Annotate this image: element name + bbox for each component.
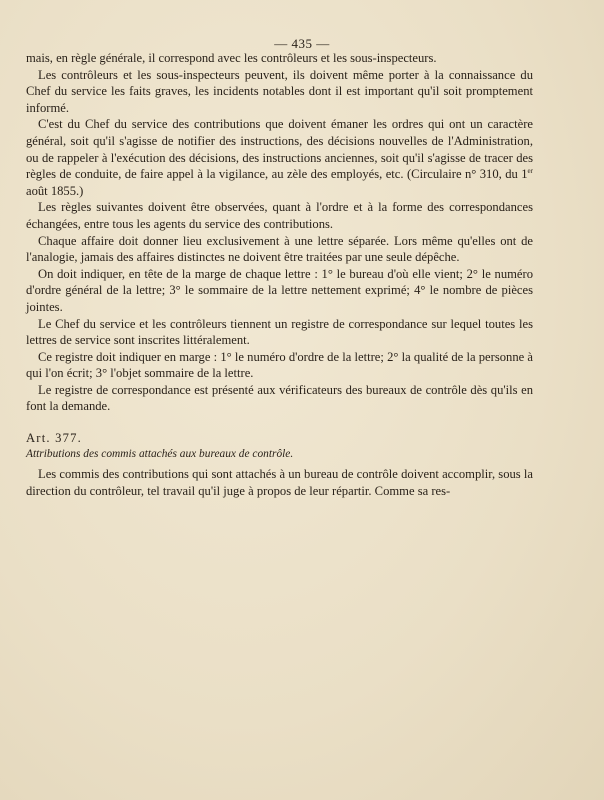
page-number: — 435 — [274, 36, 330, 51]
paragraph: Le registre de correspondance est présenté aux vérificateurs des bureaux de contrôle dès qu'ils en font la demande. [26, 382, 533, 414]
paragraph: On doit indiquer, en tête de la marge de chaque lettre : 1° le bureau d'où elle vient; 2° le numéro d'ordre général de la lettre; 3° le sommaire de la lettre nettement exprimé; 4° le nombre de pièces jointes. [26, 266, 533, 314]
paragraph: Les règles suivantes doivent être observées, quant à l'ordre et à la forme des correspondances échangées, entre tous les agents du service des contributions. [26, 200, 533, 231]
article-paragraph: Les commis des contributions qui sont attachés à un bureau de contrôle doivent accomplir, sous la direction du contrôleur, tel travail qu'il juge à propos de leur répartir. Comme sa res- [26, 467, 533, 498]
paragraph-continuation: mais, en règle générale, il correspond avec les contrôleurs et les sous-inspecteurs. [26, 51, 437, 65]
article-subtitle: Attributions des commis attachés aux bureaux de contrôle. [26, 448, 294, 461]
body-text [26, 50, 533, 499]
paragraph: Les contrôleurs et les sous-inspecteurs peuvent, ils doivent même porter à la connaissance du Chef du service les faits graves, les incidents notables dont il est important qu'il soit promptement informé. [26, 67, 533, 115]
paragraph: Chaque affaire doit donner lieu exclusivement à une lettre séparée. Lors même qu'elles ont de l'analogie, jamais des affaires distinctes ne doivent être traitées par une seule dépêche. [26, 233, 533, 265]
paragraph: Le Chef du service et les contrôleurs tiennent un registre de correspondance sur lequel toutes les lettres de service sont inscrites littéralement. [26, 316, 533, 348]
paragraph: C'est du Chef du service des contributions que doivent émaner les ordres qui ont un caractère général, soit qu'il s'agisse de notifier des instructions, des décisions nouvelles de l'Administration, ou de rappeler à l'exécution des décisions, des instructions anciennes, soit qu'il s'agisse de tracer des règles de conduite, de faire appel à la vigilance, au zèle des employés, etc. (Circulaire n° 310, du 1er août 1855.) [26, 117, 533, 198]
article-title: Art. 377. [26, 431, 82, 446]
paragraph: Ce registre doit indiquer en marge : 1° le numéro d'ordre de la lettre; 2° la qualité de la personne à qui l'on écrit; 3° l'objet sommaire de la lettre. [26, 349, 533, 381]
